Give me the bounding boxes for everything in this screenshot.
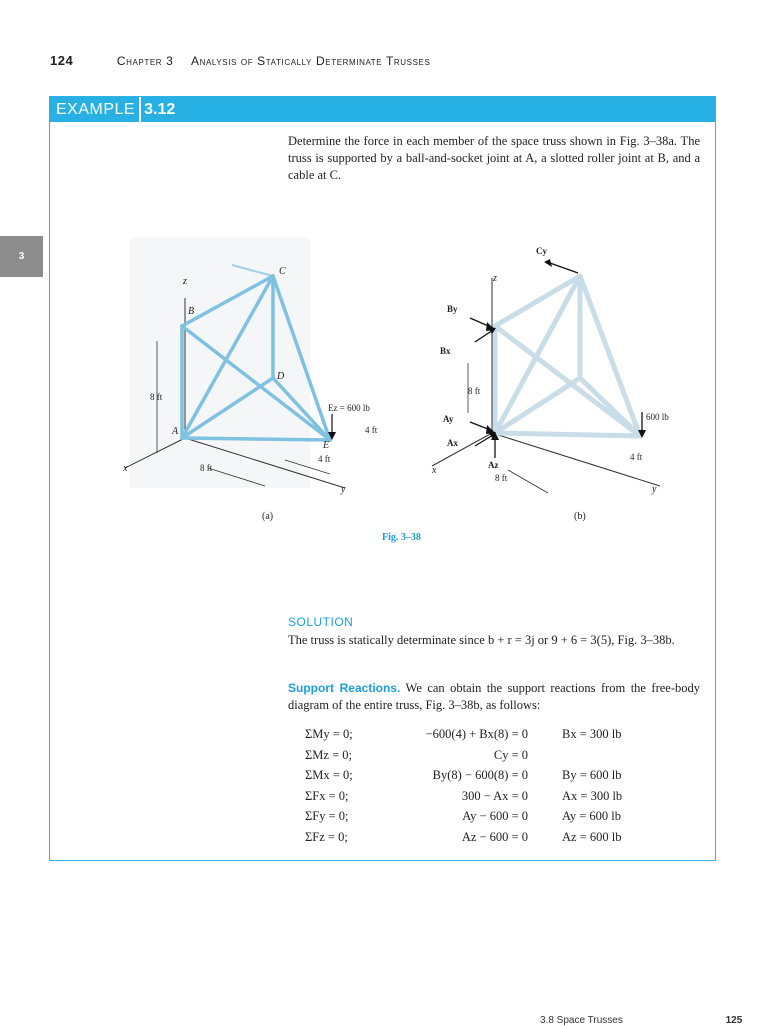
dim-4ft-b: 4 ft: [630, 452, 643, 462]
footer-running-head: [540, 1015, 742, 1026]
equation-expression: Az − 600 = 0: [461, 829, 528, 844]
solution-text: The truss is statically determinate since b + r = 3j or 9 + 6 = 3(5), Fig. 3–38b.: [288, 633, 675, 647]
support-reactions-heading: Support Reactions.: [288, 681, 401, 695]
equation-condition: ΣMz = 0;: [305, 747, 352, 762]
example-word: EXAMPLE: [56, 100, 136, 118]
axis-x-a: x: [123, 463, 128, 474]
support-reactions: [288, 680, 700, 714]
axis-y-a: y: [341, 484, 346, 495]
joint-b-label: B: [188, 306, 195, 317]
dim-height-b: 8 ft: [468, 386, 481, 396]
force-ax-label: Ax: [447, 438, 458, 448]
panel-b-label: (b): [574, 511, 586, 522]
figure-panel-b: [432, 259, 660, 493]
problem-statement: Determine the force in each member of the space truss shown in Fig. 3–38a. The truss is supported by a ball-and-socket joint at A, a slotted roller joint at B, and a cable at C.: [288, 134, 700, 182]
equation-expression: Cy = 0: [493, 747, 528, 762]
equation-expression: 300 − Ax = 0: [461, 788, 528, 803]
axis-y-b: y: [652, 484, 657, 495]
dim-base-b: 8 ft: [495, 473, 508, 483]
joint-e-label: E: [323, 440, 330, 451]
figure-caption: Fig. 3–38: [382, 532, 421, 543]
joint-d-label: D: [277, 371, 285, 382]
force-cy-label: Cy: [536, 246, 547, 256]
equation-condition: ΣFz = 0;: [305, 829, 348, 844]
support-reactions-text: We can obtain the support reactions from the free-body diagram of the entire truss, Fig. 3–38b, as follows:: [288, 681, 700, 712]
chapter-side-tab: 3: [0, 236, 43, 277]
load-label-a: Ez = 600 lb: [328, 403, 370, 413]
axis-z-b: z: [493, 273, 497, 284]
equation-condition: ΣFx = 0;: [305, 788, 349, 803]
equations-block: [305, 727, 705, 850]
example-number: 3.12: [144, 100, 176, 118]
equation-row: [305, 809, 705, 830]
joint-c-label: C: [279, 266, 286, 277]
dim-4ft-a2: 4 ft: [318, 454, 331, 464]
truss-figure: [110, 238, 710, 558]
running-head: [50, 53, 430, 68]
footer-page-number: 125: [725, 1015, 743, 1026]
footer-section: 3.8 Space Trusses: [540, 1015, 623, 1026]
joint-a-label: A: [172, 426, 179, 437]
equation-condition: ΣFy = 0;: [305, 809, 349, 823]
force-az-label: Az: [488, 460, 499, 470]
axis-z-a: z: [183, 276, 187, 287]
equation-row: [305, 830, 705, 851]
dim-base-a: 8 ft: [200, 463, 213, 473]
equation-row: [305, 748, 705, 769]
equation-condition: ΣMx = 0;: [305, 768, 353, 782]
page-number: 124: [50, 53, 74, 68]
figure-panel-a: [125, 238, 345, 488]
equation-row: [305, 789, 705, 810]
dim-4ft-a1: 4 ft: [365, 425, 378, 435]
chapter-label: Chapter 3: [116, 54, 174, 68]
force-by-label: By: [447, 304, 458, 314]
solution-heading: SOLUTION: [288, 615, 354, 629]
dim-height-a: 8 ft: [150, 392, 163, 402]
force-bx-label: Bx: [440, 346, 451, 356]
panel-a-label: (a): [262, 511, 274, 522]
equation-row: [305, 727, 705, 748]
force-ay-label: Ay: [443, 414, 454, 424]
equation-result: Bx = 300 lb: [562, 727, 622, 741]
equation-result: Ay = 600 lb: [562, 809, 622, 823]
axis-x-b: x: [432, 465, 437, 476]
equation-result: Az = 600 lb: [562, 829, 622, 844]
load-label-b: 600 lb: [646, 412, 669, 422]
chapter-title: Analysis of Statically Determinate Trusses: [190, 54, 431, 68]
equation-condition: ΣMy = 0;: [305, 727, 353, 741]
equation-expression: By(8) − 600(8) = 0: [432, 768, 528, 782]
equation-row: [305, 768, 705, 789]
equation-result: By = 600 lb: [562, 768, 622, 782]
equation-expression: −600(4) + Bx(8) = 0: [425, 727, 528, 741]
example-header: [50, 97, 715, 122]
equation-result: Ax = 300 lb: [562, 788, 623, 803]
equation-expression: Ay − 600 = 0: [462, 809, 528, 823]
